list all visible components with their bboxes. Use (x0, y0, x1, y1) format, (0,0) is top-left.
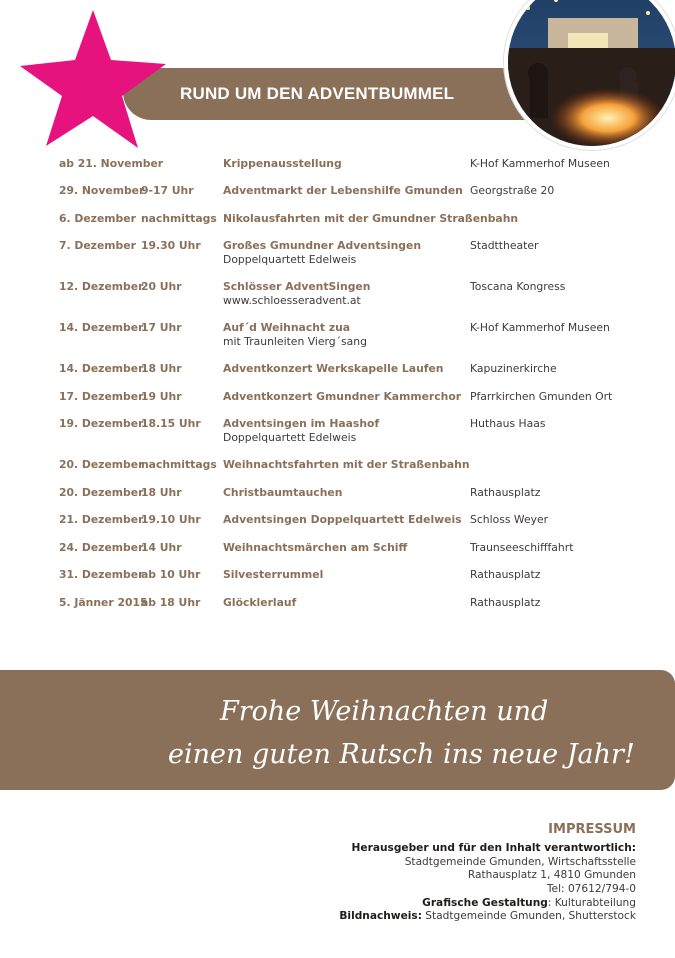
event-title: Adventsingen Doppelquartett Edelweis (223, 513, 462, 526)
impressum-phone: Tel: 07612/794-0 (546, 883, 636, 895)
event-date: 7. Dezember (59, 239, 136, 252)
event-location: Traunseeschifffahrt (470, 541, 574, 554)
event-time: 18 Uhr (141, 486, 182, 499)
event-subtitle: www.schloesseradvent.at (223, 293, 361, 307)
event-date: 20. Dezember (59, 458, 144, 471)
event-date: 29. November (59, 184, 145, 197)
greeting-line-1: Frohe Weihnachten und (220, 696, 549, 727)
event-location: Pfarrkirchen Gmunden Ort (470, 390, 613, 403)
event-location: Kapuzinerkirche (470, 362, 557, 375)
event-subtitle: Doppelquartett Edelweis (223, 430, 357, 444)
impressum-address: Rathausplatz 1, 4810 Gmunden (467, 869, 636, 881)
event-location: Rathausplatz (470, 486, 541, 499)
event-title: Weihnachtsmärchen am Schiff (223, 541, 408, 554)
event-date: 14. Dezember (59, 321, 144, 334)
event-title: Adventmarkt der Lebenshilfe Gmunden (223, 184, 463, 197)
impressum-design: Grafische Gestaltung: Kulturabteilung (422, 897, 636, 909)
event-time: 19.10 Uhr (141, 513, 201, 526)
event-title: Christbaumtauchen (223, 486, 343, 499)
event-date: 14. Dezember (59, 362, 144, 375)
event-date: 20. Dezember (59, 486, 144, 499)
event-time: 18 Uhr (141, 362, 182, 375)
event-title: Großes Gmundner Adventsingen (223, 239, 422, 252)
event-date: 5. Jänner 2015 (59, 596, 148, 609)
event-time: 19 Uhr (141, 390, 182, 403)
event-title: Krippenausstellung (223, 157, 342, 170)
event-subtitle: mit Traunleiten Vierg´sang (223, 334, 367, 348)
event-time: 17 Uhr (141, 321, 182, 334)
event-date: 31. Dezember (59, 568, 144, 581)
event-title: Silvesterrummel (223, 568, 324, 581)
event-time: nachmittags (141, 458, 217, 471)
christmas-market-photo (504, 0, 675, 150)
event-title: Glöcklerlauf (223, 596, 297, 609)
event-location: Stadttheater (470, 239, 539, 252)
impressum-credits: Bildnachweis: Stadtgemeinde Gmunden, Shutterstock (339, 910, 636, 922)
event-date: 17. Dezember (59, 390, 144, 403)
event-title: Adventsingen im Haashof (223, 417, 380, 430)
event-location: Rathausplatz (470, 596, 541, 609)
event-subtitle: Doppelquartett Edelweis (223, 252, 357, 266)
event-title: Schlösser AdventSingen (223, 280, 371, 293)
event-time: 20 Uhr (141, 280, 182, 293)
event-title: Nikolausfahrten mit der Gmundner Straßenbahn (223, 212, 519, 225)
event-title: Auf´d Weihnacht zua (223, 321, 351, 334)
event-title: Weihnachtsfahrten mit der Straßenbahn (223, 458, 470, 471)
event-location: Georgstraße 20 (470, 184, 555, 197)
impressum-publisher-label: Herausgeber und für den Inhalt verantwortlich: (351, 842, 636, 854)
page-title: RUND UM DEN ADVENTBUMMEL (180, 84, 455, 103)
greeting-banner (0, 670, 675, 790)
impressum-publisher-name: Stadtgemeinde Gmunden, Wirtschaftsstelle (404, 856, 636, 868)
event-title: Adventkonzert Gmundner Kammerchor (223, 390, 462, 403)
event-location: Huthaus Haas (470, 417, 546, 430)
event-location: Schloss Weyer (470, 513, 549, 526)
event-location: Toscana Kongress (470, 280, 566, 293)
impressum-heading: IMPRESSUM (548, 822, 636, 837)
event-location: K-Hof Kammerhof Museen (470, 157, 610, 170)
event-date: 21. Dezember (59, 513, 144, 526)
event-time: 14 Uhr (141, 541, 182, 554)
event-time: ab 18 Uhr (141, 596, 201, 609)
event-location: Rathausplatz (470, 568, 541, 581)
event-date: 12. Dezember (59, 280, 144, 293)
event-location: K-Hof Kammerhof Museen (470, 321, 610, 334)
event-time: ab 10 Uhr (141, 568, 201, 581)
greeting-line-2: einen guten Rutsch ins neue Jahr! (168, 739, 635, 770)
event-date: 6. Dezember (59, 212, 136, 225)
event-time: 18.15 Uhr (141, 417, 201, 430)
event-time: 9-17 Uhr (141, 184, 194, 197)
star-icon (18, 8, 168, 150)
event-date: 24. Dezember (59, 541, 144, 554)
event-time: 19.30 Uhr (141, 239, 201, 252)
event-date: ab 21. November (59, 157, 164, 170)
event-title: Adventkonzert Werkskapelle Laufen (223, 362, 444, 375)
event-time: nachmittags (141, 212, 217, 225)
event-date: 19. Dezember (59, 417, 144, 430)
